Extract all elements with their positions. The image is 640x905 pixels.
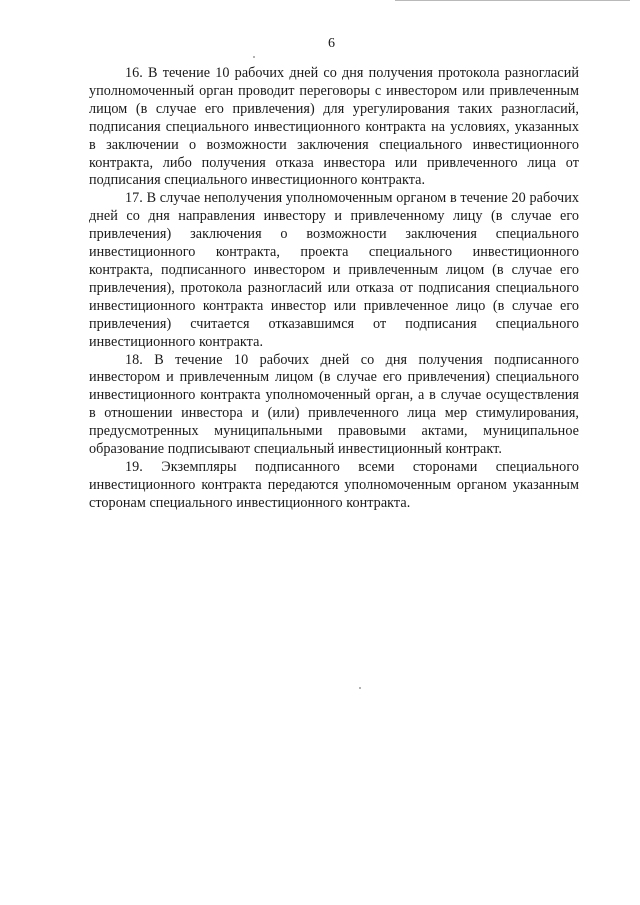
document-body (89, 65, 579, 513)
top-edge-line (395, 0, 630, 1)
paragraph-18: 18. В течение 10 рабочих дней со дня получения подписанного инвестором и привлеченным лицом (в случае его привлечения) специального инвестиционного контракта уполномоченный орган, а в случае осуществления в отношении инвестора и (или) привлеченного лица мер стимулирования, предусмотренных муниципальными правовыми актами, муниципальное образование подписывают специальный инвестиционный контракт. (89, 351, 579, 458)
paragraph-16: 16. В течение 10 рабочих дней со дня получения протокола разногласий уполномоченный орган проводит переговоры с инвестором или привлеченным лицом (в случае его привлечения) для урегулирования таких разногласий, подписания специального инвестиционного контракта на условиях, указанных в заключении о возможности заключения специального инвестиционного контракта, либо получения отказа инвестора или привлеченного лица от подписания специального инвестиционного контракта. (89, 65, 579, 189)
paragraph-19: 19. Экземпляры подписанного всеми сторонами специального инвестиционного контракта передаются уполномоченным органом указанным сторонам специального инвестиционного контракта. (89, 458, 579, 511)
scan-speck (253, 56, 255, 58)
page-number: 6 (328, 36, 335, 51)
scan-speck (359, 687, 361, 689)
paragraph-17: 17. В случае неполучения уполномоченным органом в течение 20 рабочих дней со дня направления инвестору и привлеченному лицу (в случае его привлечения) заключения о возможности заключения специального инвестиционного контракта, проекта специального инвестиционного контракта, подписанного инвестором и привлеченным лицом (в случае его привлечения), протокола разногласий или отказа от подписания специального инвестиционного контракта инвестор или привлеченное лицо (в случае его привлечения) считается отказавшимся от подписания специального инвестиционного контракта. (89, 190, 579, 350)
